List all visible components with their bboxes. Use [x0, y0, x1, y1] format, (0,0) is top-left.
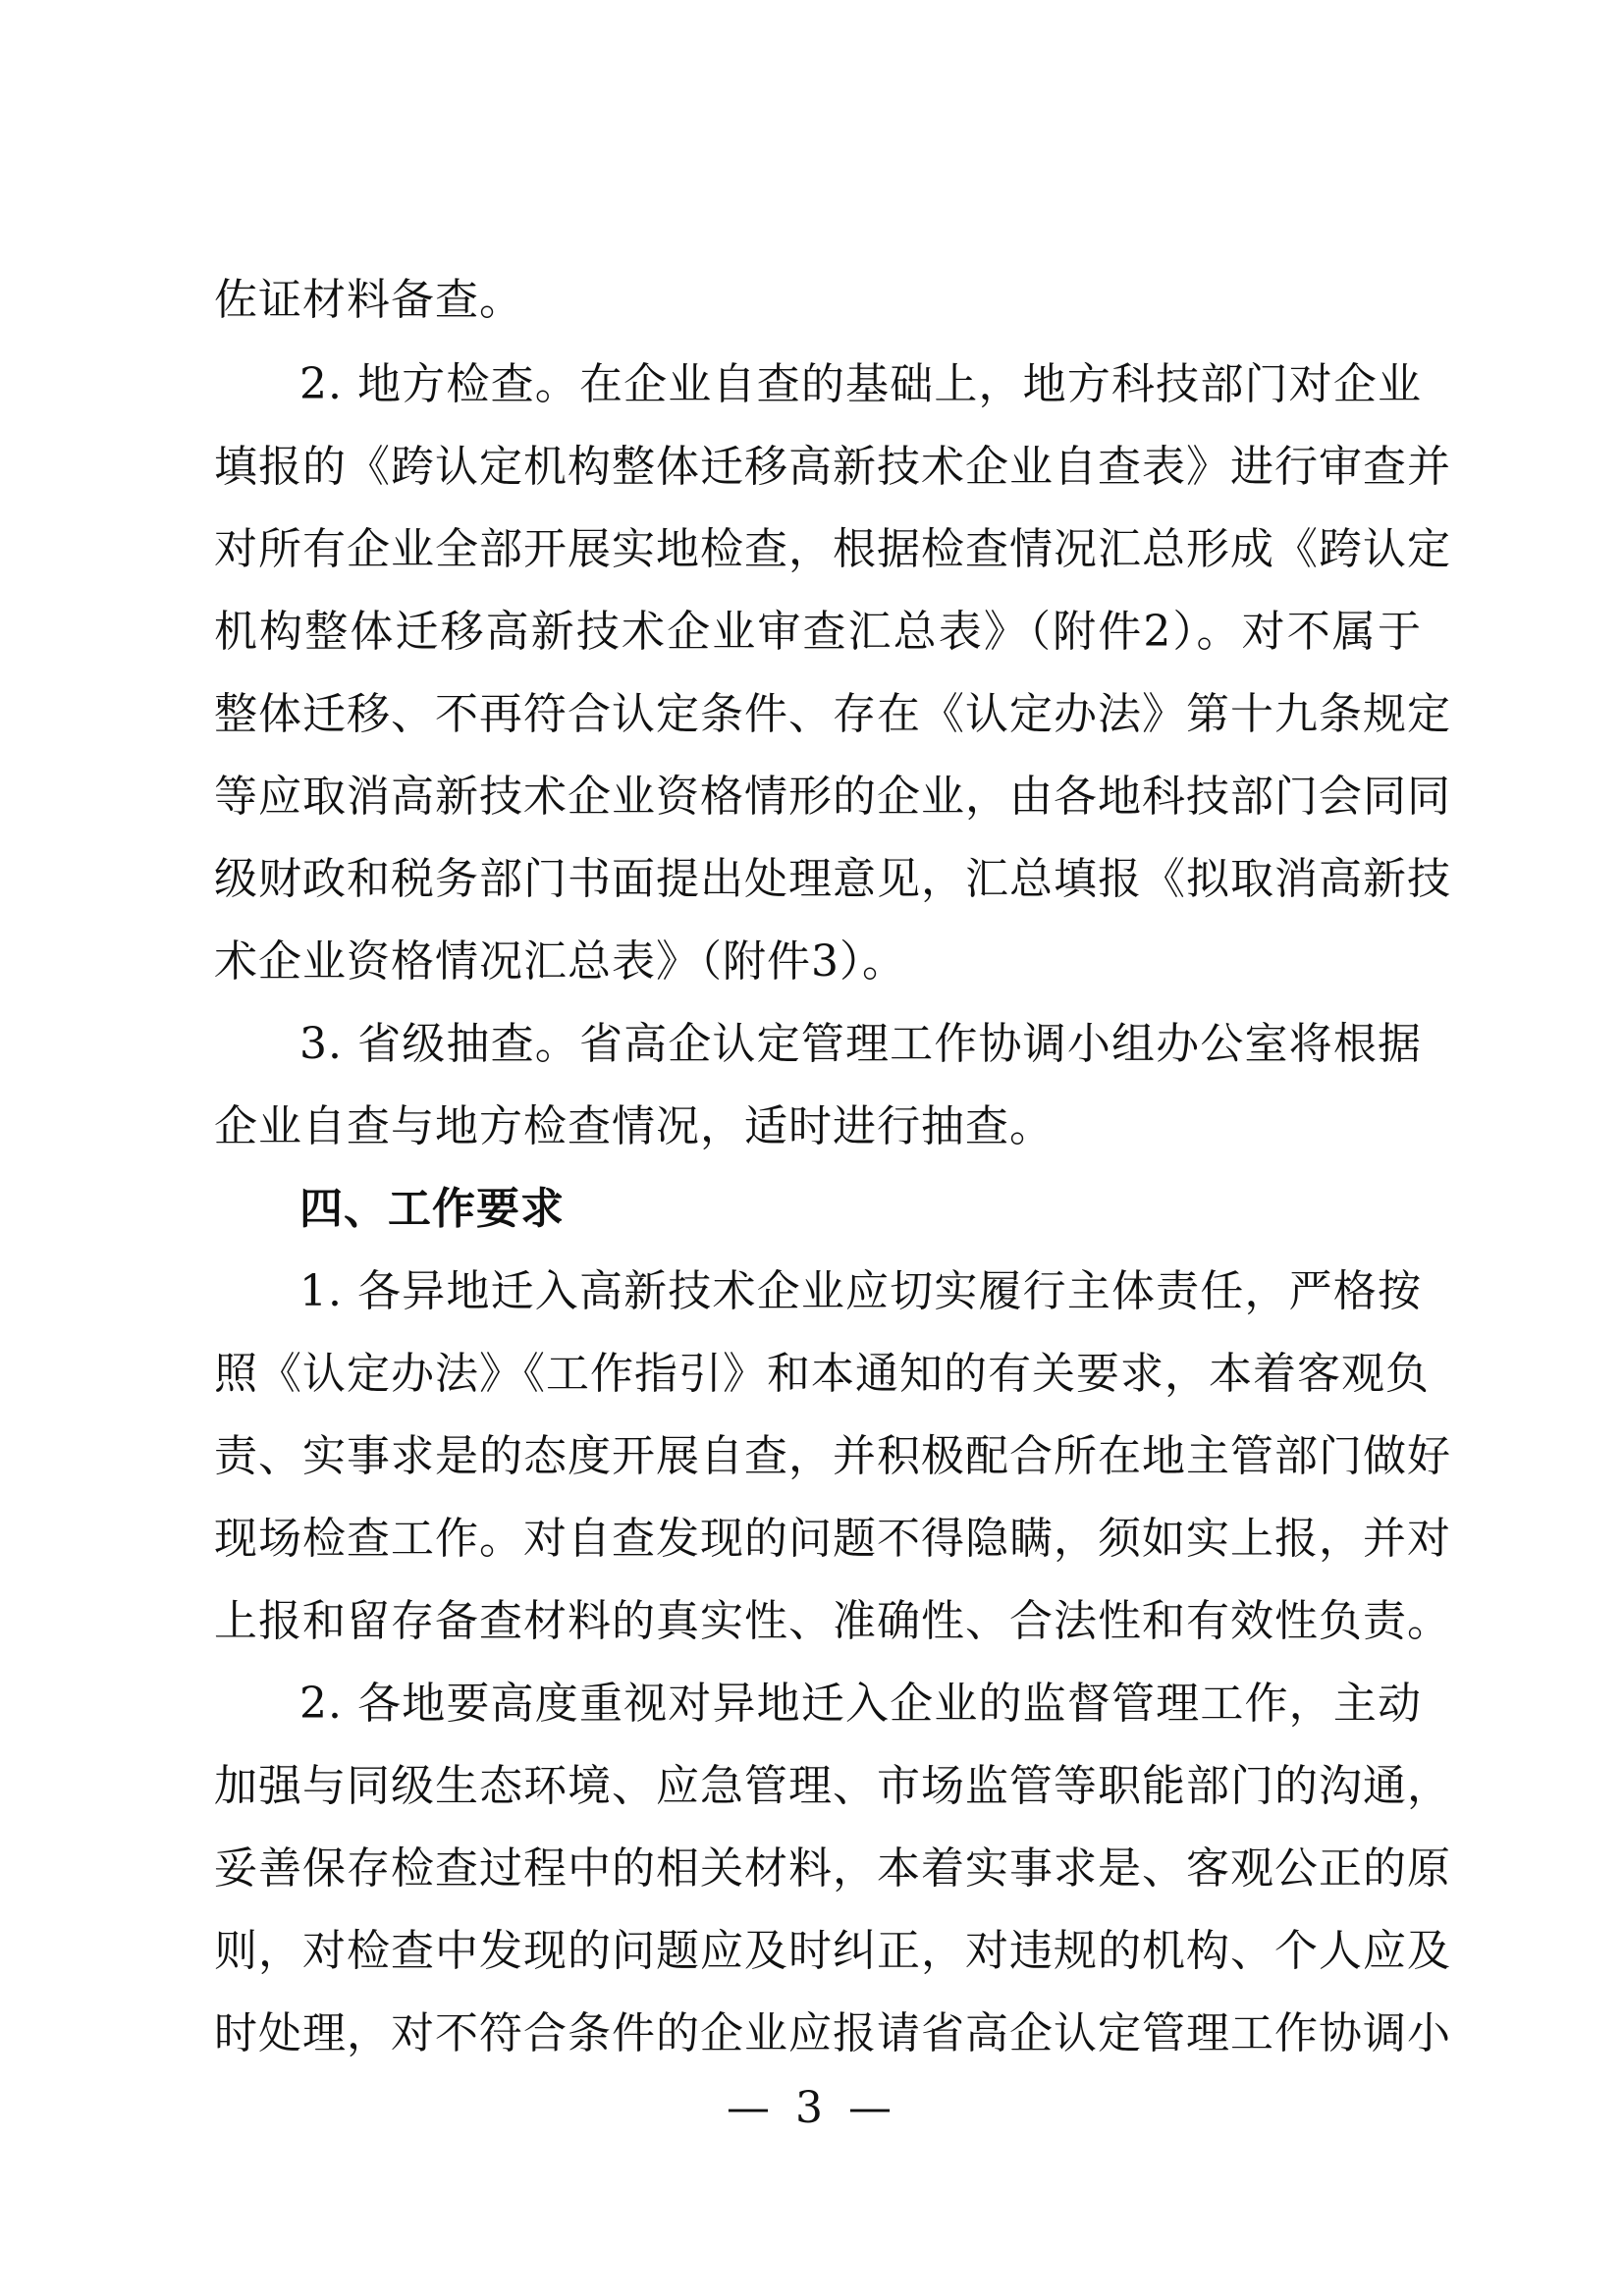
text-line: 填报的《跨认定机构整体迁移高新技术企业自查表》进行审查并 — [214, 442, 1451, 492]
text-line: 企业自查与地方检查情况，适时进行抽查。 — [214, 1101, 1054, 1151]
text-line: 1. 各异地迁入高新技术企业应切实履行主体责任，严格按 — [299, 1266, 1422, 1316]
text-line: 加强与同级生态环境、应急管理、市场监管等职能部门的沟通， — [214, 1761, 1451, 1811]
text-line: 佐证材料备查。 — [214, 275, 523, 325]
text-line: 责、实事求是的态度开展自查，并积极配合所在地主管部门做好 — [214, 1431, 1451, 1481]
page-number: — 3 — — [727, 2083, 897, 2133]
text-line: 时处理，对不符合条件的企业应报请省高企认定管理工作协调小 — [214, 2008, 1451, 2058]
text-line: 机构整体迁移高新技术企业审查汇总表》（附件2）。对不属于 — [214, 607, 1422, 657]
text-line: 等应取消高新技术企业资格情形的企业，由各地科技部门会同同 — [214, 772, 1451, 822]
text-line: 术企业资格情况汇总表》（附件3）。 — [214, 936, 906, 987]
text-line: 级财政和税务部门书面提出处理意见，汇总填报《拟取消高新技 — [214, 854, 1451, 904]
text-line: 2. 地方检查。在企业自查的基础上，地方科技部门对企业 — [299, 359, 1422, 409]
text-line: 2. 各地要高度重视对异地迁入企业的监督管理工作，主动 — [299, 1679, 1422, 1729]
text-line: 对所有企业全部开展实地检查，根据检查情况汇总形成《跨认定 — [214, 524, 1451, 574]
text-line: 3. 省级抽查。省高企认定管理工作协调小组办公室将根据 — [299, 1019, 1422, 1069]
text-line: 照《认定办法》《工作指引》和本通知的有关要求，本着客观负 — [214, 1349, 1430, 1399]
section-heading: 四、工作要求 — [299, 1184, 565, 1234]
text-line: 妥善保存检查过程中的相关材料，本着实事求是、客观公正的原 — [214, 1843, 1451, 1894]
text-line: 则，对检查中发现的问题应及时纠正，对违规的机构、个人应及 — [214, 1926, 1451, 1976]
text-line: 现场检查工作。对自查发现的问题不得隐瞒，须如实上报，并对 — [214, 1514, 1451, 1564]
text-line: 整体迁移、不再符合认定条件、存在《认定办法》第十九条规定 — [214, 689, 1451, 739]
text-line: 上报和留存备查材料的真实性、准确性、合法性和有效性负责。 — [214, 1596, 1451, 1646]
